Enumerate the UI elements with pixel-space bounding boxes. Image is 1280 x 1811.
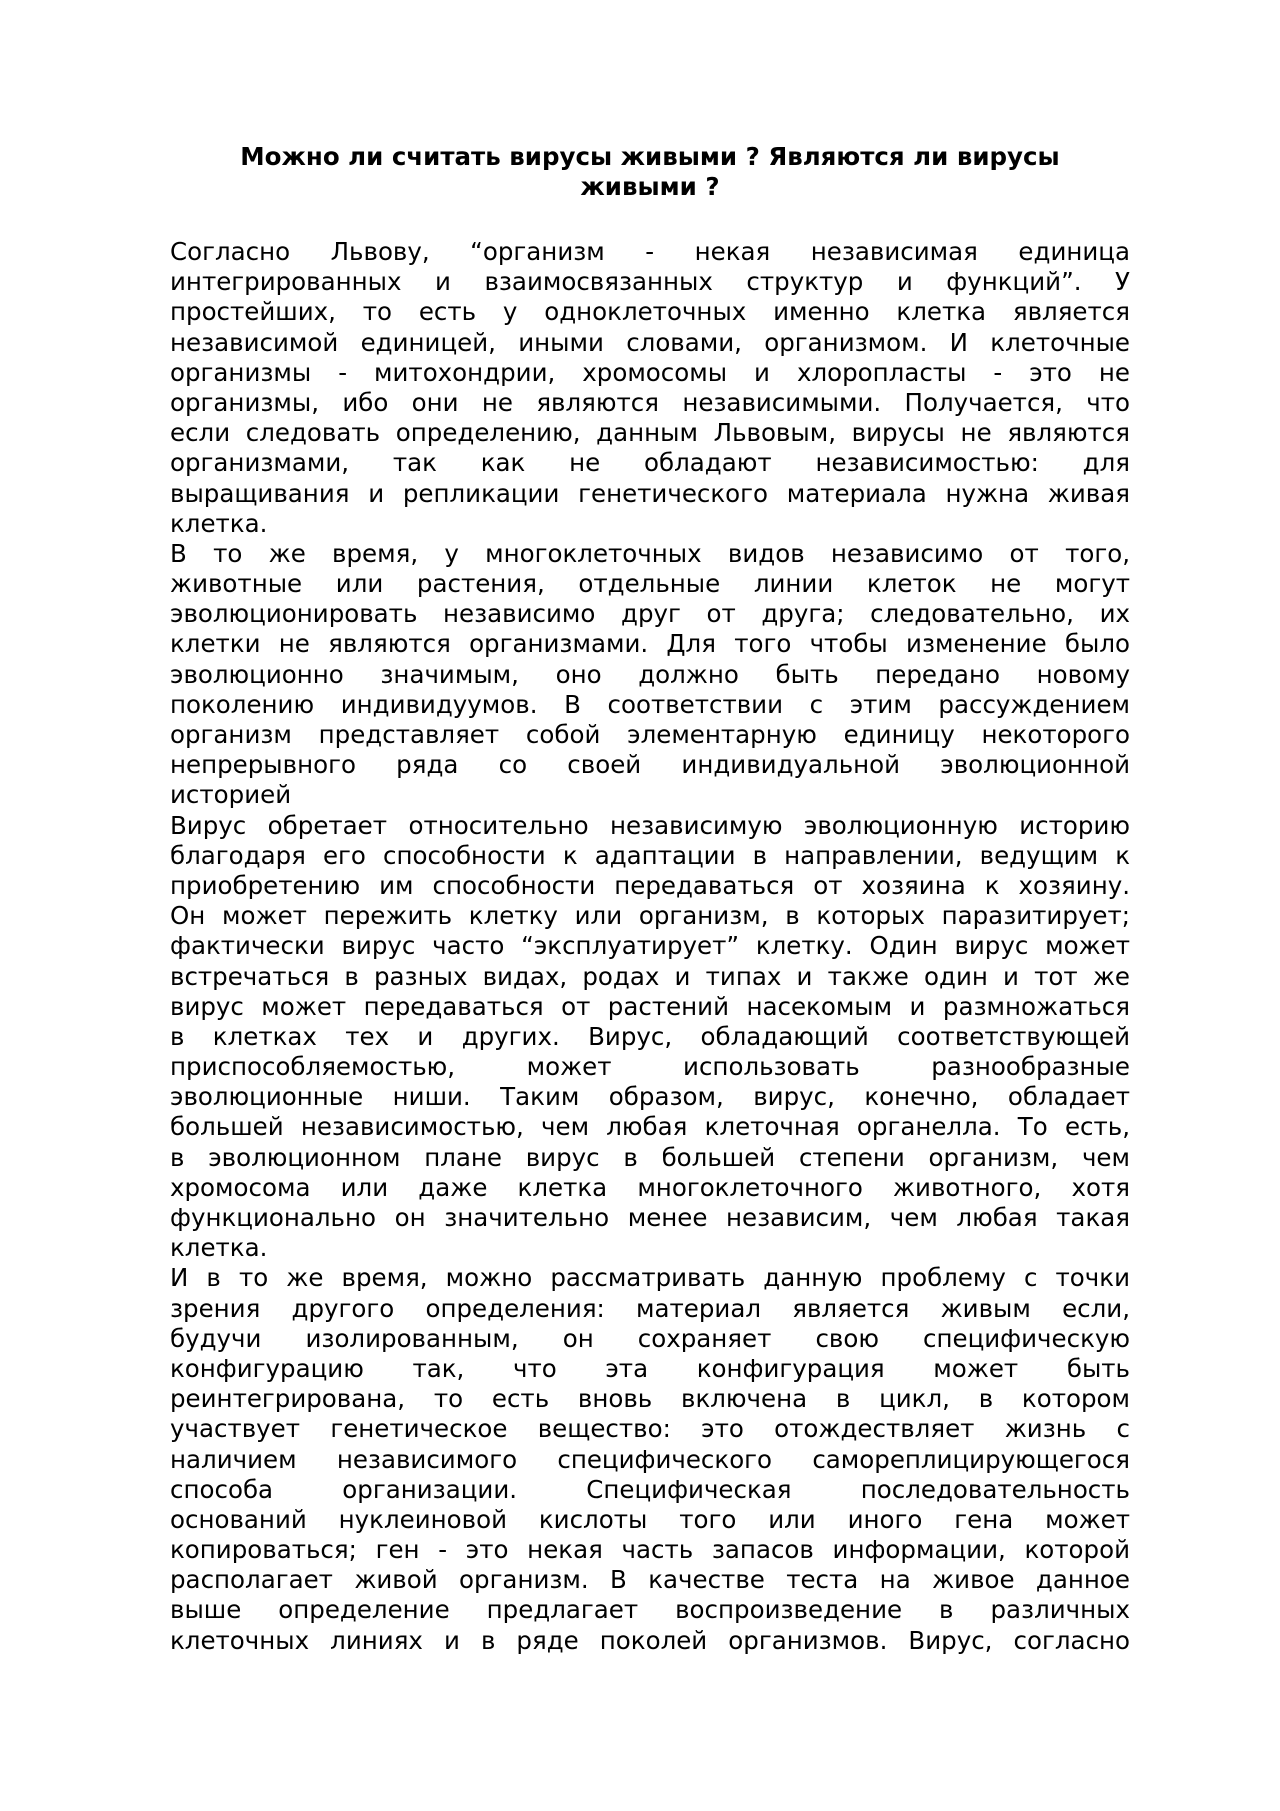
text-line: эволюционно значимым, оно должно быть передано новому — [170, 659, 1130, 689]
text-line: организмы - митохондрии, хромосомы и хлоропласты - это не — [170, 357, 1130, 387]
text-line: Согласно Львову, “организм - некая независимая единица — [170, 237, 1130, 266]
text-line: организм представляет собой элементарную единицу некоторого — [170, 720, 1130, 749]
text-line: организмами, так как не обладают независимостью: для — [170, 448, 1130, 478]
text-line: копироваться; ген - это некая часть запасов информации, которой — [170, 1535, 1130, 1565]
text-line: приобретению им способности передаваться от хозяина к хозяину. — [170, 870, 1130, 900]
text-line: В то же время, у многоклеточных видов независимо от того, — [170, 538, 1130, 568]
text-line: клетки не являются организмами. Для того чтобы изменение было — [170, 629, 1130, 659]
text-line: приспособляемостью, может использовать разнообразные — [170, 1052, 1130, 1082]
text-line: наличием независимого специфического самореплицирующегося — [170, 1444, 1130, 1474]
text-line: Он может пережить клетку или организм, в которых паразитирует; — [170, 901, 1130, 931]
text-line: способа организации. Специфическая последовательность — [170, 1474, 1130, 1504]
text-line: вирус может передаваться от растений насекомым и размножаться — [170, 991, 1130, 1021]
title-line: Можно ли считать вирусы живыми ? Являются ли вирусы — [240, 142, 1060, 171]
document-body — [170, 237, 1130, 1656]
text-line: Вирус обретает относительно независимую эволюционную историю — [170, 810, 1130, 840]
text-line: простейших, то есть у одноклеточных именно клетка является — [170, 297, 1130, 327]
text-line: независимой единицей, иными словами, организмом. И клеточные — [170, 327, 1130, 357]
text-line: участвует генетическое вещество: это отождествляет жизнь с — [170, 1414, 1130, 1444]
text-line: располагает живой организм. В качестве теста на живое данное — [170, 1565, 1130, 1595]
text-line: поколению индивидуумов. В соответствии с этим рассуждением — [170, 689, 1130, 719]
text-line: И в то же время, можно рассматривать данную проблему с точки — [170, 1263, 1130, 1293]
text-line: реинтегрирована, то есть вновь включена в цикл, в котором — [170, 1384, 1130, 1414]
text-line: интегрированных и взаимосвязанных структур и функций”. У — [170, 267, 1130, 297]
text-line: в клетках тех и других. Вирус, обладающий соответствующей — [170, 1021, 1130, 1051]
text-line: в эволюционном плане вирус в большей степени организм, чем — [170, 1142, 1130, 1172]
text-line: клеточных линиях и в ряде поколей организмов. Вирус, согласно — [170, 1625, 1130, 1655]
text-line: животные или растения, отдельные линии клеток не могут — [170, 569, 1130, 599]
text-line: хромосома или даже клетка многоклеточного животного, хотя — [170, 1172, 1130, 1202]
text-line: встречаться в разных видах, родах и типах и также один и тот же — [170, 961, 1130, 991]
text-line: эволюционировать независимо друг от друга; следовательно, их — [170, 599, 1130, 629]
text-line: благодаря его способности к адаптации в направлении, ведущим к — [170, 840, 1130, 870]
text-line: эволюционные ниши. Таким образом, вирус, конечно, обладает — [170, 1082, 1130, 1112]
text-line: будучи изолированным, он сохраняет свою специфическую — [170, 1323, 1130, 1353]
text-line: выше определение предлагает воспроизведение в различных — [170, 1595, 1130, 1625]
text-line: если следовать определению, данным Львовым, вирусы не являются — [170, 418, 1130, 448]
text-line: оснований нуклеиновой кислоты того или иного гена может — [170, 1504, 1130, 1534]
title-line: живыми ? — [580, 172, 720, 201]
text-line: организмы, ибо они не являются независимыми. Получается, что — [170, 387, 1130, 417]
text-line: большей независимостью, чем любая клеточная органелла. То есть, — [170, 1112, 1130, 1142]
text-line: фактически вирус часто “эксплуатирует” клетку. Один вирус может — [170, 931, 1130, 961]
text-line: клетка. — [170, 1233, 268, 1263]
text-line: зрения другого определения: материал является живым если, — [170, 1293, 1130, 1323]
text-line: историей — [170, 780, 292, 810]
text-line: выращивания и репликации генетического материала нужна живая — [170, 478, 1130, 508]
text-line: непрерывного ряда со своей индивидуальной эволюционной — [170, 750, 1130, 780]
document-title — [170, 142, 1130, 202]
text-line: функционально он значительно менее независим, чем любая такая — [170, 1203, 1130, 1232]
text-line: клетка. — [170, 508, 268, 538]
text-line: конфигурацию так, что эта конфигурация может быть — [170, 1353, 1130, 1383]
